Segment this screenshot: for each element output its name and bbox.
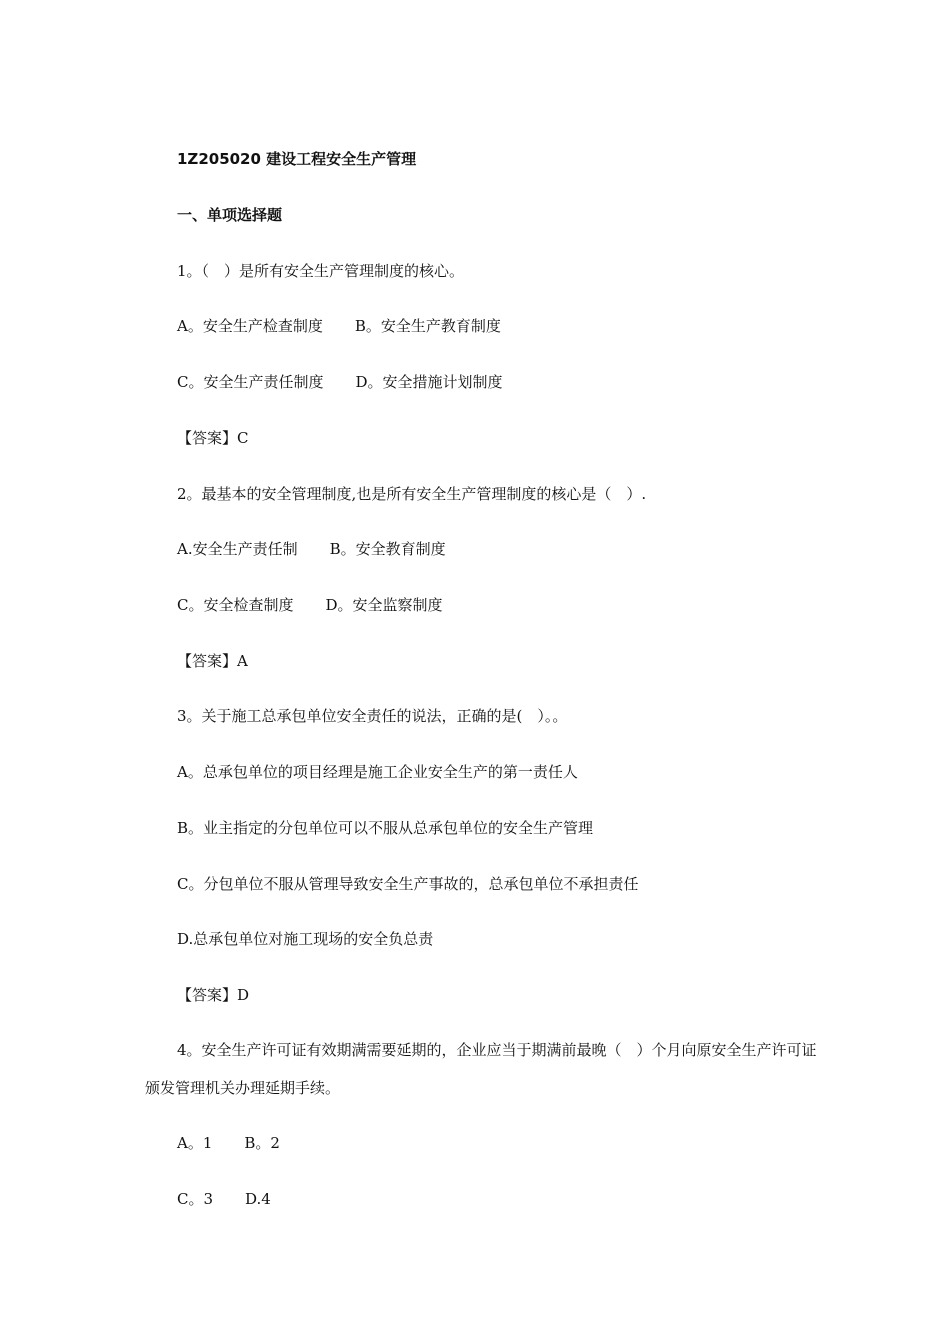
question-1-option-d: D。安全措施计划制度 [355,373,503,391]
question-4-option-a: A。1 [177,1134,213,1152]
question-4-options-ab [177,1133,280,1153]
question-1-option-c: C。安全生产责任制度 [177,373,324,391]
section-title: 1Z205020 建设工程安全生产管理 [177,150,417,168]
question-1-options-ab [177,316,501,336]
question-2-option-d: D。安全监察制度 [325,596,443,614]
question-2-options-cd [177,595,443,615]
section-subtitle: 一、单项选择题 [177,206,283,224]
question-4-options-cd [177,1189,271,1209]
question-4-option-b: B。2 [244,1134,280,1152]
question-4-option-d: D.4 [245,1190,271,1208]
question-1-stem: 1。（ ）是所有安全生产管理制度的核心。 [177,262,465,280]
question-1-answer: 【答案】C [177,429,249,447]
question-3-option-b: B。业主指定的分包单位可以不服从总承包单位的安全生产管理 [177,819,594,837]
question-2-stem: 2。最基本的安全管理制度,也是所有安全生产管理制度的核心是（ ）. [177,485,647,503]
question-3-option-a: A。总承包单位的项目经理是施工企业安全生产的第一责任人 [177,763,578,781]
question-3-option-d: D.总承包单位对施工现场的安全负总责 [177,930,434,948]
question-4-option-c: C。3 [177,1190,214,1208]
question-3-answer: 【答案】D [177,986,250,1004]
question-2-option-b: B。安全教育制度 [329,540,446,558]
question-1-option-b: B。安全生产教育制度 [354,317,501,335]
question-2-answer: 【答案】A [177,652,248,670]
question-3-stem: 3。关于施工总承包单位安全责任的说法，正确的是( ）。。 [177,707,568,725]
question-4-stem: 4。安全生产许可证有效期满需要延期的，企业应当于期满前最晚（ ）个月向原安全生产许可证颁发管理机关办理延期手续。 [145,1041,817,1097]
question-2-option-a: A.安全生产责任制 [177,540,298,558]
question-2-option-c: C。安全检查制度 [177,596,294,614]
question-1-options-cd [177,372,503,392]
question-1-option-a: A。安全生产检查制度 [177,317,323,335]
question-2-options-ab [177,539,446,559]
question-3-option-c: C。分包单位不服从管理导致安全生产事故的，总承包单位不承担责任 [177,875,639,893]
